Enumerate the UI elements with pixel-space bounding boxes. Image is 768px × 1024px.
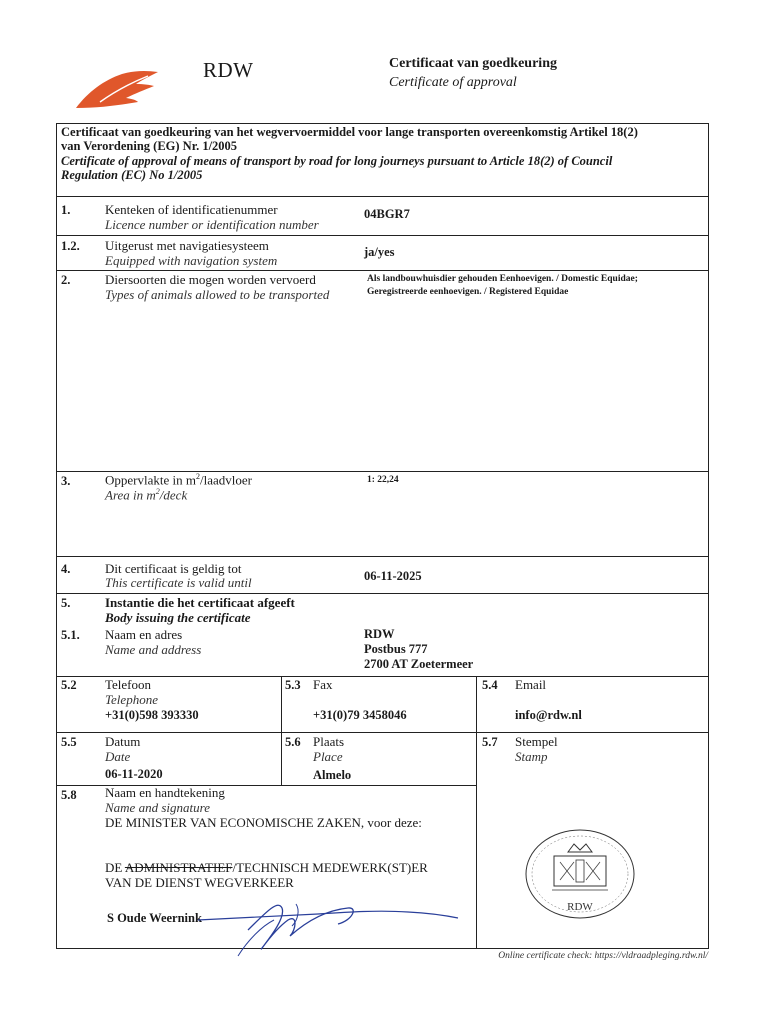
telephone-label: Telefoon bbox=[105, 677, 152, 692]
signer-name: S Oude Weernink bbox=[107, 911, 202, 925]
rdw-stamp-icon bbox=[524, 828, 636, 920]
navigation-value: ja/yes bbox=[364, 245, 395, 259]
rdw-logo-icon bbox=[70, 62, 170, 112]
department-line2: VAN DE DIENST WEGVERKEER bbox=[105, 875, 294, 890]
divider bbox=[56, 196, 709, 197]
licence-label-en: Licence number or identification number bbox=[105, 217, 319, 232]
place-label: Plaats bbox=[313, 734, 345, 749]
section-number: 1.2. bbox=[61, 239, 80, 253]
stamp-text: RDW bbox=[567, 901, 593, 913]
intro-en-line1: Certificate of approval of means of transport by road for long journeys pursuant to Article 18(2) of Council bbox=[61, 154, 613, 168]
divider bbox=[56, 270, 709, 271]
date-label: Datum bbox=[105, 734, 141, 749]
place-value: Almelo bbox=[313, 768, 352, 782]
area-value: 1: 22,24 bbox=[367, 475, 399, 485]
stamp-label: Stempel bbox=[515, 734, 558, 749]
fax-label: Fax bbox=[313, 677, 333, 692]
online-check-note: Online certificate check: https://vldraadpleging.rdw.nl/ bbox=[498, 951, 708, 961]
section-number: 5. bbox=[61, 596, 71, 610]
name-address-label-en: Name and address bbox=[105, 642, 202, 657]
telephone-value: +31(0)598 393330 bbox=[105, 708, 199, 722]
animals-value-line2: Geregistreerde eenhoevigen. / Registered Equidae bbox=[367, 287, 569, 297]
email-label: Email bbox=[515, 677, 547, 692]
intro-nl-line2: van Verordening (EG) Nr. 1/2005 bbox=[61, 139, 238, 153]
stamp-label-en: Stamp bbox=[515, 749, 548, 764]
section-number: 5.6 bbox=[285, 735, 301, 749]
issuer-heading: Instantie die het certificaat afgeeft bbox=[105, 595, 295, 610]
animals-label-en: Types of animals allowed to be transported bbox=[105, 287, 330, 302]
section-number: 5.1. bbox=[61, 628, 80, 642]
valid-label-en: This certificate is valid until bbox=[105, 575, 252, 590]
section-number: 5.3 bbox=[285, 678, 301, 692]
section-number: 5.2 bbox=[61, 678, 77, 692]
section-number: 4. bbox=[61, 562, 71, 576]
licence-value: 04BGR7 bbox=[364, 207, 410, 221]
divider bbox=[56, 556, 709, 557]
section-number: 2. bbox=[61, 273, 71, 287]
email-value: info@rdw.nl bbox=[515, 708, 582, 722]
minister-text: DE MINISTER VAN ECONOMISCHE ZAKEN, voor deze: bbox=[105, 815, 422, 830]
issuer-address-line2: 2700 AT Zoetermeer bbox=[364, 657, 474, 671]
divider bbox=[56, 732, 709, 733]
valid-label: Dit certificaat is geldig tot bbox=[105, 561, 242, 576]
signature-label: Naam en handtekening bbox=[105, 785, 225, 800]
navigation-label-en: Equipped with navigation system bbox=[105, 253, 278, 268]
date-value: 06-11-2020 bbox=[105, 767, 163, 781]
section-number: 5.5 bbox=[61, 735, 77, 749]
telephone-label-en: Telephone bbox=[105, 692, 158, 707]
valid-until-value: 06-11-2025 bbox=[364, 569, 422, 583]
document-subtitle: Certificate of approval bbox=[389, 75, 517, 90]
divider bbox=[56, 235, 709, 236]
area-label: Oppervlakte in $m^2$/laadvloer bbox=[105, 472, 252, 488]
section-number: 5.8 bbox=[61, 788, 77, 802]
divider bbox=[476, 676, 477, 949]
intro-en-line2: Regulation (EC) No 1/2005 bbox=[61, 168, 203, 182]
intro-nl-line1: Certificaat van goedkeuring van het wegvervoermiddel voor lange transporten overeenkomstig Artikel 18(2) bbox=[61, 125, 638, 139]
section-number: 5.4 bbox=[482, 678, 498, 692]
animals-label: Diersoorten die mogen worden vervoerd bbox=[105, 272, 316, 287]
handwritten-signature bbox=[178, 890, 468, 960]
document-title: Certificaat van goedkeuring bbox=[389, 56, 557, 71]
navigation-label: Uitgerust met navigatiesysteem bbox=[105, 238, 269, 253]
issuer-heading-en: Body issuing the certificate bbox=[105, 610, 251, 625]
department-line1: DE ADMINISTRATIEF/TECHNISCH MEDEWERK(ST)ER bbox=[105, 860, 428, 875]
place-label-en: Place bbox=[313, 749, 343, 764]
divider bbox=[56, 676, 709, 677]
section-number: 3. bbox=[61, 474, 71, 488]
logo-text: RDW bbox=[203, 58, 254, 82]
area-label-en: Area in $m^2$/deck bbox=[105, 487, 188, 503]
divider bbox=[281, 676, 282, 785]
signature-label-en: Name and signature bbox=[105, 800, 210, 815]
fax-value: +31(0)79 3458046 bbox=[313, 708, 407, 722]
issuer-address-line1: Postbus 777 bbox=[364, 642, 428, 656]
section-number: 1. bbox=[61, 203, 71, 217]
divider bbox=[56, 593, 709, 594]
section-number: 5.7 bbox=[482, 735, 498, 749]
licence-label: Kenteken of identificatienummer bbox=[105, 202, 278, 217]
issuer-name: RDW bbox=[364, 627, 395, 641]
date-label-en: Date bbox=[105, 749, 131, 764]
animals-value-line1: Als landbouwhuisdier gehouden Eenhoevigen. / Domestic Equidae; bbox=[367, 274, 638, 284]
name-address-label: Naam en adres bbox=[105, 627, 183, 642]
